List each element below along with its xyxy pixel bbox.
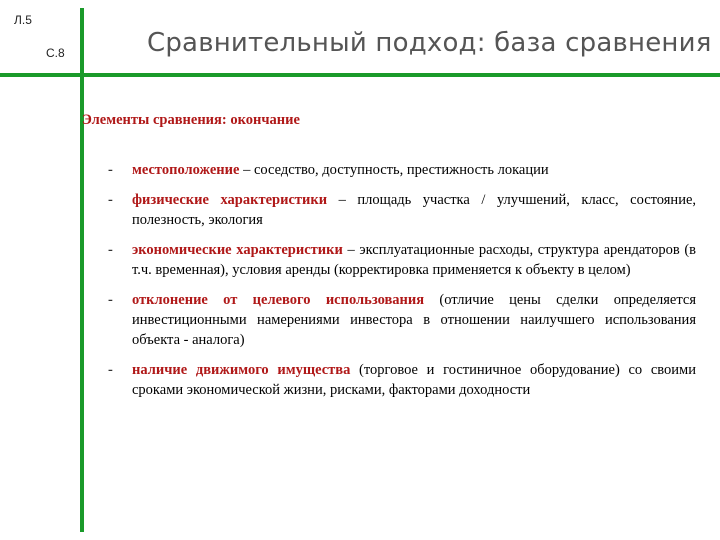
bullet-dash: - [108, 242, 113, 258]
item-text: (отличие цены сделки определяется инвестиционными намерениями инвестора в отношении наилучшего использования объекта - аналога) [132, 292, 696, 348]
section-subtitle: Элементы сравнения: окончание [82, 112, 300, 128]
item-term: отклонение от целевого использования [132, 292, 425, 308]
item-text: – соседство, доступность, престижность локации [239, 162, 549, 178]
vertical-divider-line [80, 8, 84, 532]
bullet-dash: - [108, 362, 113, 378]
slide-label: Л.5 [14, 13, 32, 27]
item-text: (торговое и гостиничное оборудование) со своими сроками экономической жизни, рисками, факторами доходности [132, 362, 696, 398]
item-term: наличие движимого имущества [132, 362, 351, 378]
list-item [108, 190, 696, 230]
item-term: экономические характеристики [132, 242, 343, 258]
page-title: Сравнительный подход: база сравнения [147, 28, 712, 58]
item-term: физические характеристики [132, 192, 328, 208]
list-item [108, 290, 696, 350]
bullet-dash: - [108, 192, 113, 208]
list-item [108, 240, 696, 280]
list-item [108, 160, 696, 180]
page-label: С.8 [46, 46, 65, 60]
comparison-elements-list [108, 160, 696, 410]
item-text: – площадь участка / улучшений, класс, состояние, полезность, экология [132, 192, 697, 228]
bullet-dash: - [108, 162, 113, 178]
list-item [108, 360, 696, 400]
item-text: – эксплуатационные расходы, структура арендаторов (в т.ч. временная), условия аренды (корректировка применяется к объекту в целом) [132, 242, 696, 278]
horizontal-divider-line [0, 73, 720, 77]
bullet-dash: - [108, 292, 113, 308]
item-term: местоположение [132, 162, 240, 178]
